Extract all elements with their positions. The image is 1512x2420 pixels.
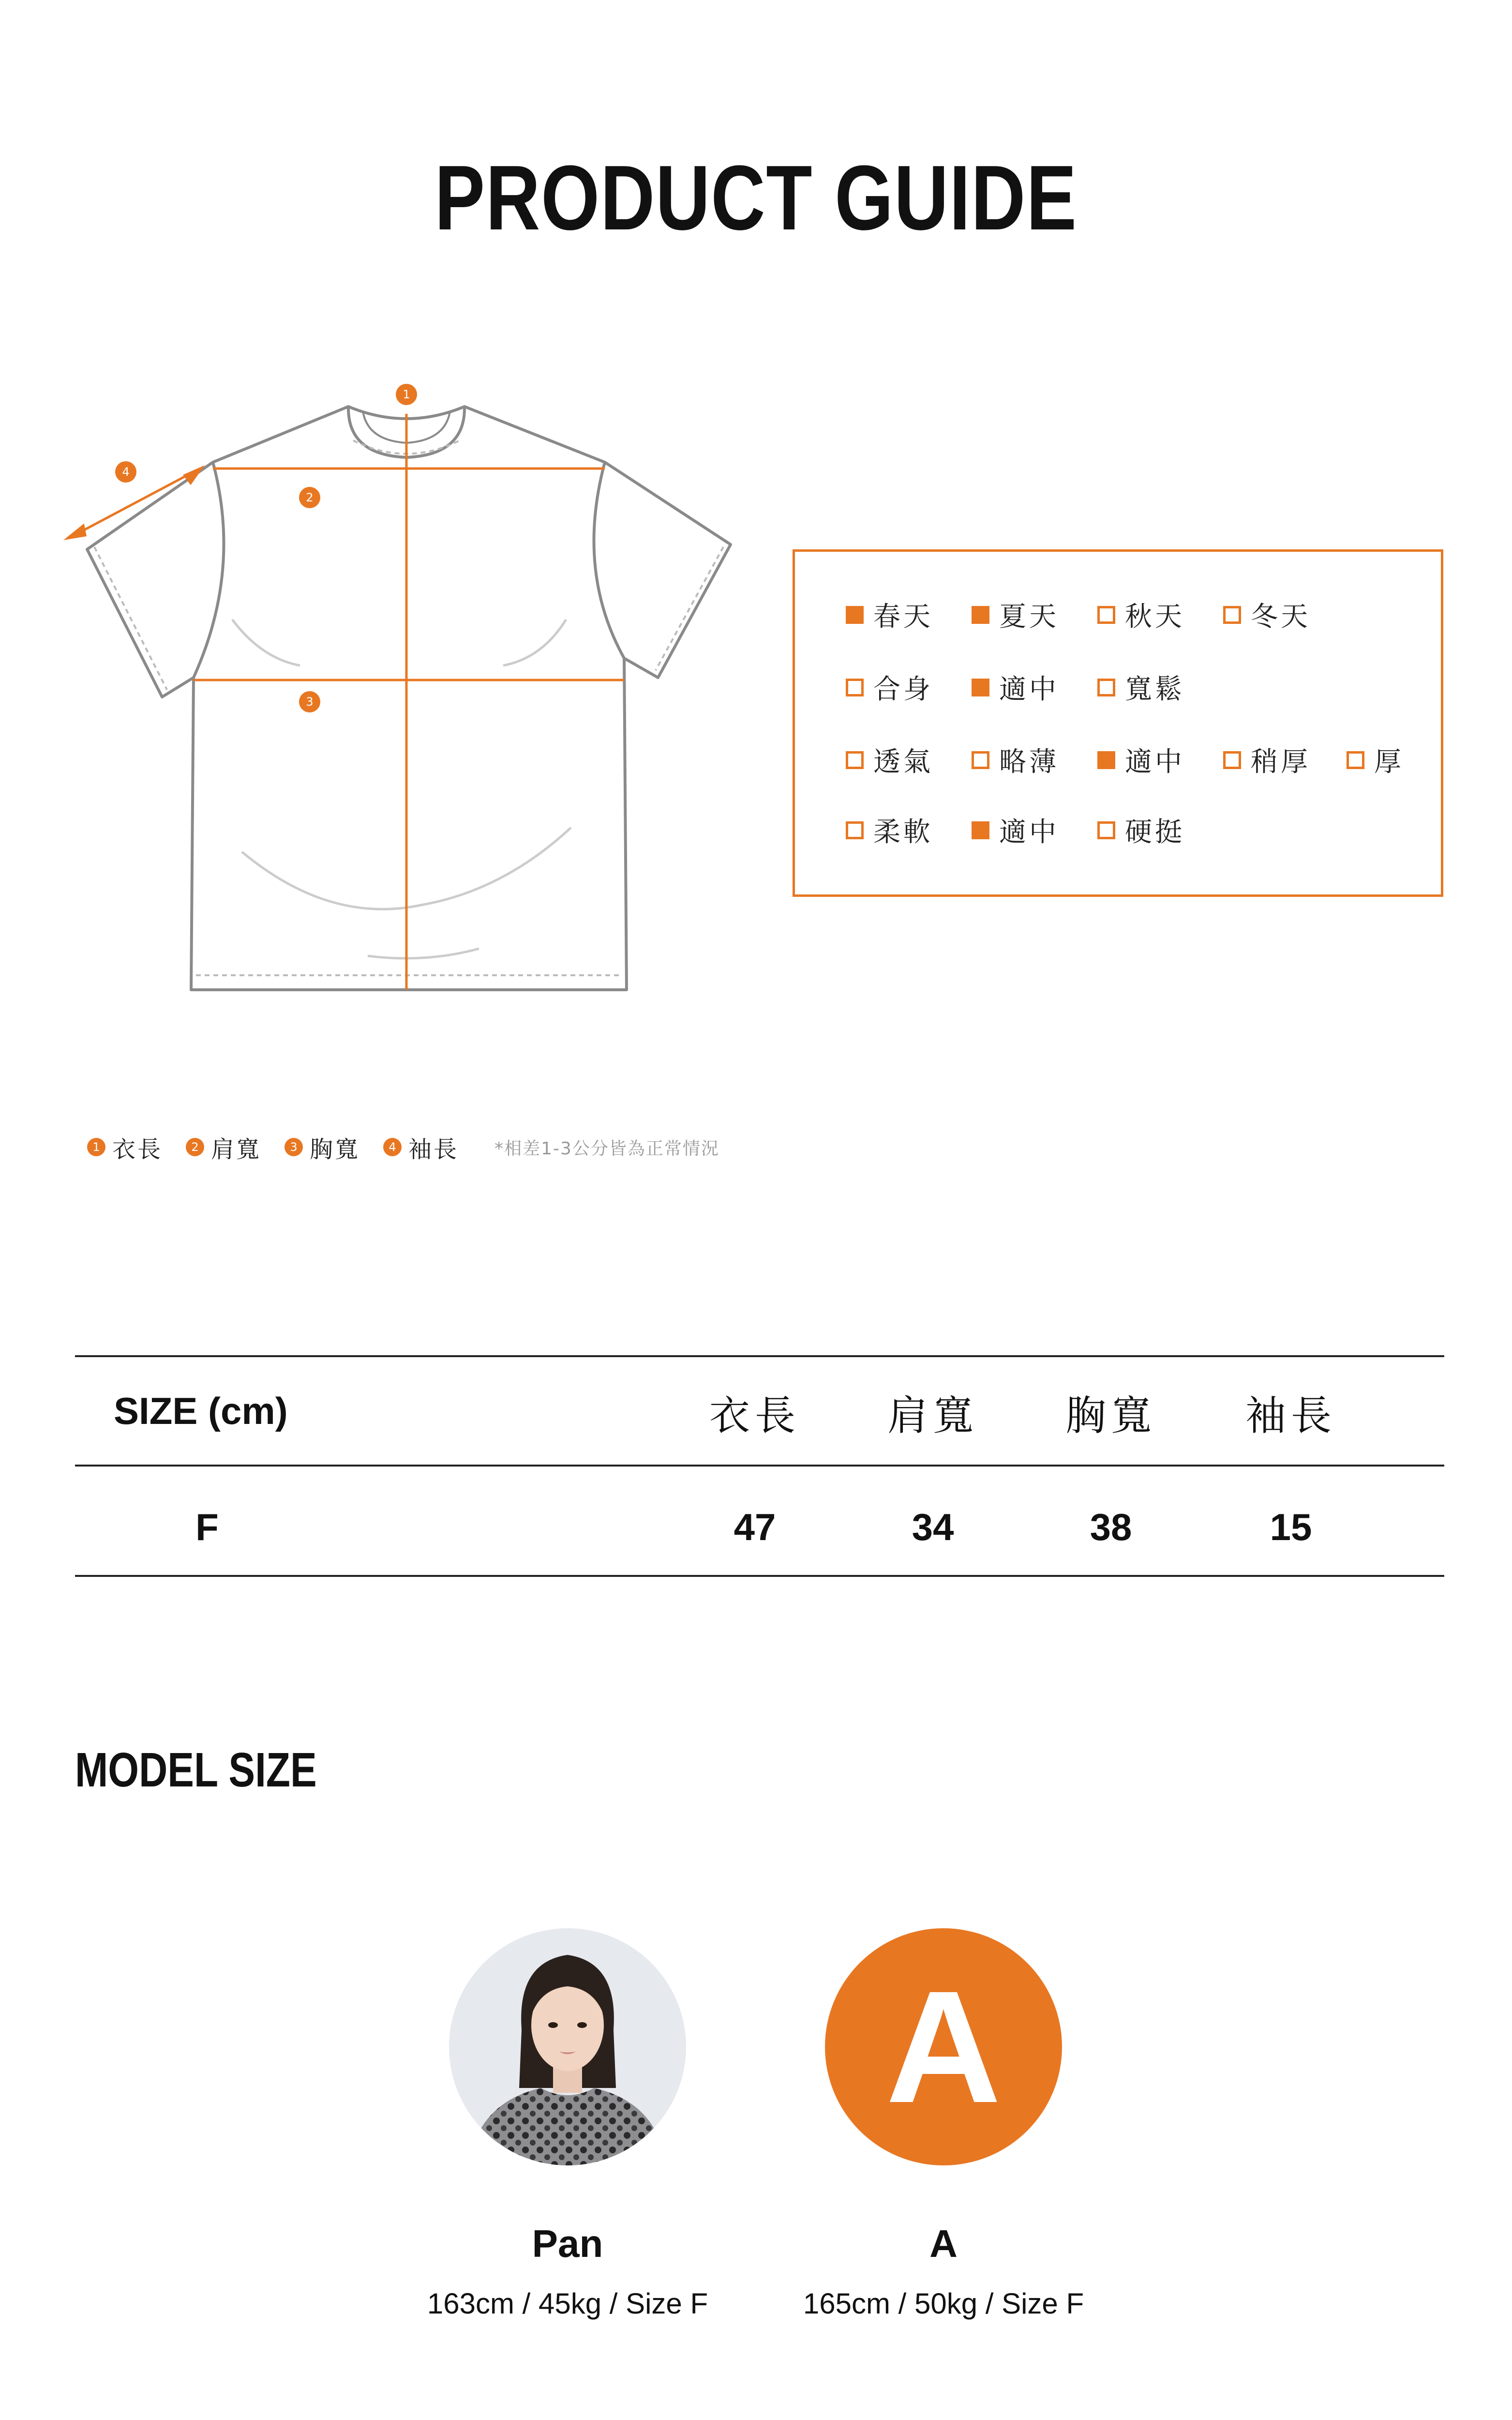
legend-item-sleeve: 4 袖長	[383, 1131, 459, 1164]
checkbox-empty-icon	[1223, 751, 1241, 769]
fit-slim: 合身	[846, 668, 933, 707]
thickness-slightly-thick: 稍厚	[1223, 741, 1311, 779]
marker-4: 4	[122, 465, 130, 479]
table-divider	[75, 1575, 1444, 1577]
table-cell-sleeve: 15	[1270, 1506, 1312, 1548]
legend-item-length: 1 衣長	[87, 1131, 163, 1164]
season-summer: 夏天	[972, 595, 1059, 634]
measurement-legend	[87, 1130, 719, 1164]
checkbox-empty-icon	[846, 751, 864, 769]
avatar-letter: A	[885, 1957, 1002, 2136]
texture-stiff: 硬挺	[1097, 811, 1185, 849]
checkbox-checked-icon	[972, 679, 989, 696]
table-cell-size: F	[195, 1506, 219, 1548]
tshirt-measurement-diagram	[58, 368, 760, 997]
checkbox-empty-icon	[1223, 606, 1241, 624]
table-divider	[75, 1355, 1444, 1357]
season-autumn: 秋天	[1097, 595, 1185, 634]
fit-loose: 寬鬆	[1097, 668, 1185, 707]
model-spec: 165cm / 50kg / Size F	[803, 2287, 1084, 2320]
table-cell-length: 47	[734, 1506, 776, 1548]
number-badge: 2	[186, 1138, 204, 1156]
column-header-chest: 胸寬	[1065, 1392, 1156, 1439]
fit-regular: 適中	[972, 668, 1059, 707]
texture-soft: 柔軟	[846, 811, 933, 849]
page-title: PRODUCT GUIDE	[434, 147, 1078, 249]
model-name: Pan	[532, 2222, 603, 2265]
legend-item-chest: 3 胸寬	[284, 1131, 360, 1164]
table-cell-shoulder: 34	[912, 1506, 954, 1548]
checkbox-checked-icon	[1097, 751, 1115, 769]
checkbox-checked-icon	[846, 606, 864, 624]
model-spec: 163cm / 45kg / Size F	[427, 2287, 708, 2320]
marker-3: 3	[306, 695, 314, 709]
checkbox-checked-icon	[972, 606, 989, 624]
product-properties-box	[793, 549, 1443, 897]
marker-2: 2	[306, 491, 314, 504]
season-winter: 冬天	[1223, 595, 1311, 634]
legend-item-shoulder: 2 肩寬	[186, 1131, 261, 1164]
number-badge: 3	[284, 1138, 303, 1156]
texture-medium: 適中	[972, 811, 1059, 849]
column-header-shoulder: 肩寬	[887, 1392, 978, 1439]
checkbox-checked-icon	[972, 821, 989, 839]
model-avatar-letter	[825, 1928, 1062, 2165]
size-table-header: SIZE (cm)	[114, 1390, 288, 1432]
checkbox-empty-icon	[1347, 751, 1364, 769]
thickness-thin: 略薄	[972, 741, 1059, 779]
model-size-title: MODEL SIZE	[75, 1743, 317, 1797]
model-avatar-photo	[449, 1928, 686, 2165]
checkbox-empty-icon	[846, 821, 864, 839]
marker-1: 1	[403, 388, 410, 401]
checkbox-empty-icon	[1097, 679, 1115, 696]
column-header-length: 衣長	[709, 1392, 800, 1439]
checkbox-empty-icon	[1097, 606, 1115, 624]
column-header-sleeve: 袖長	[1245, 1392, 1336, 1439]
thickness-thick: 厚	[1347, 741, 1404, 779]
table-divider	[75, 1465, 1444, 1467]
checkbox-empty-icon	[972, 751, 989, 769]
checkbox-empty-icon	[1097, 821, 1115, 839]
model-name: A	[929, 2222, 958, 2265]
number-badge: 1	[87, 1138, 105, 1156]
season-spring: 春天	[846, 595, 933, 634]
checkbox-empty-icon	[846, 679, 864, 696]
thickness-medium: 適中	[1097, 741, 1185, 779]
tolerance-note: *相差1-3公分皆為正常情況	[494, 1138, 719, 1159]
model-portrait-image	[449, 1928, 686, 2165]
number-badge: 4	[383, 1138, 402, 1156]
table-cell-chest: 38	[1090, 1506, 1132, 1548]
thickness-breathable: 透氣	[846, 741, 933, 779]
